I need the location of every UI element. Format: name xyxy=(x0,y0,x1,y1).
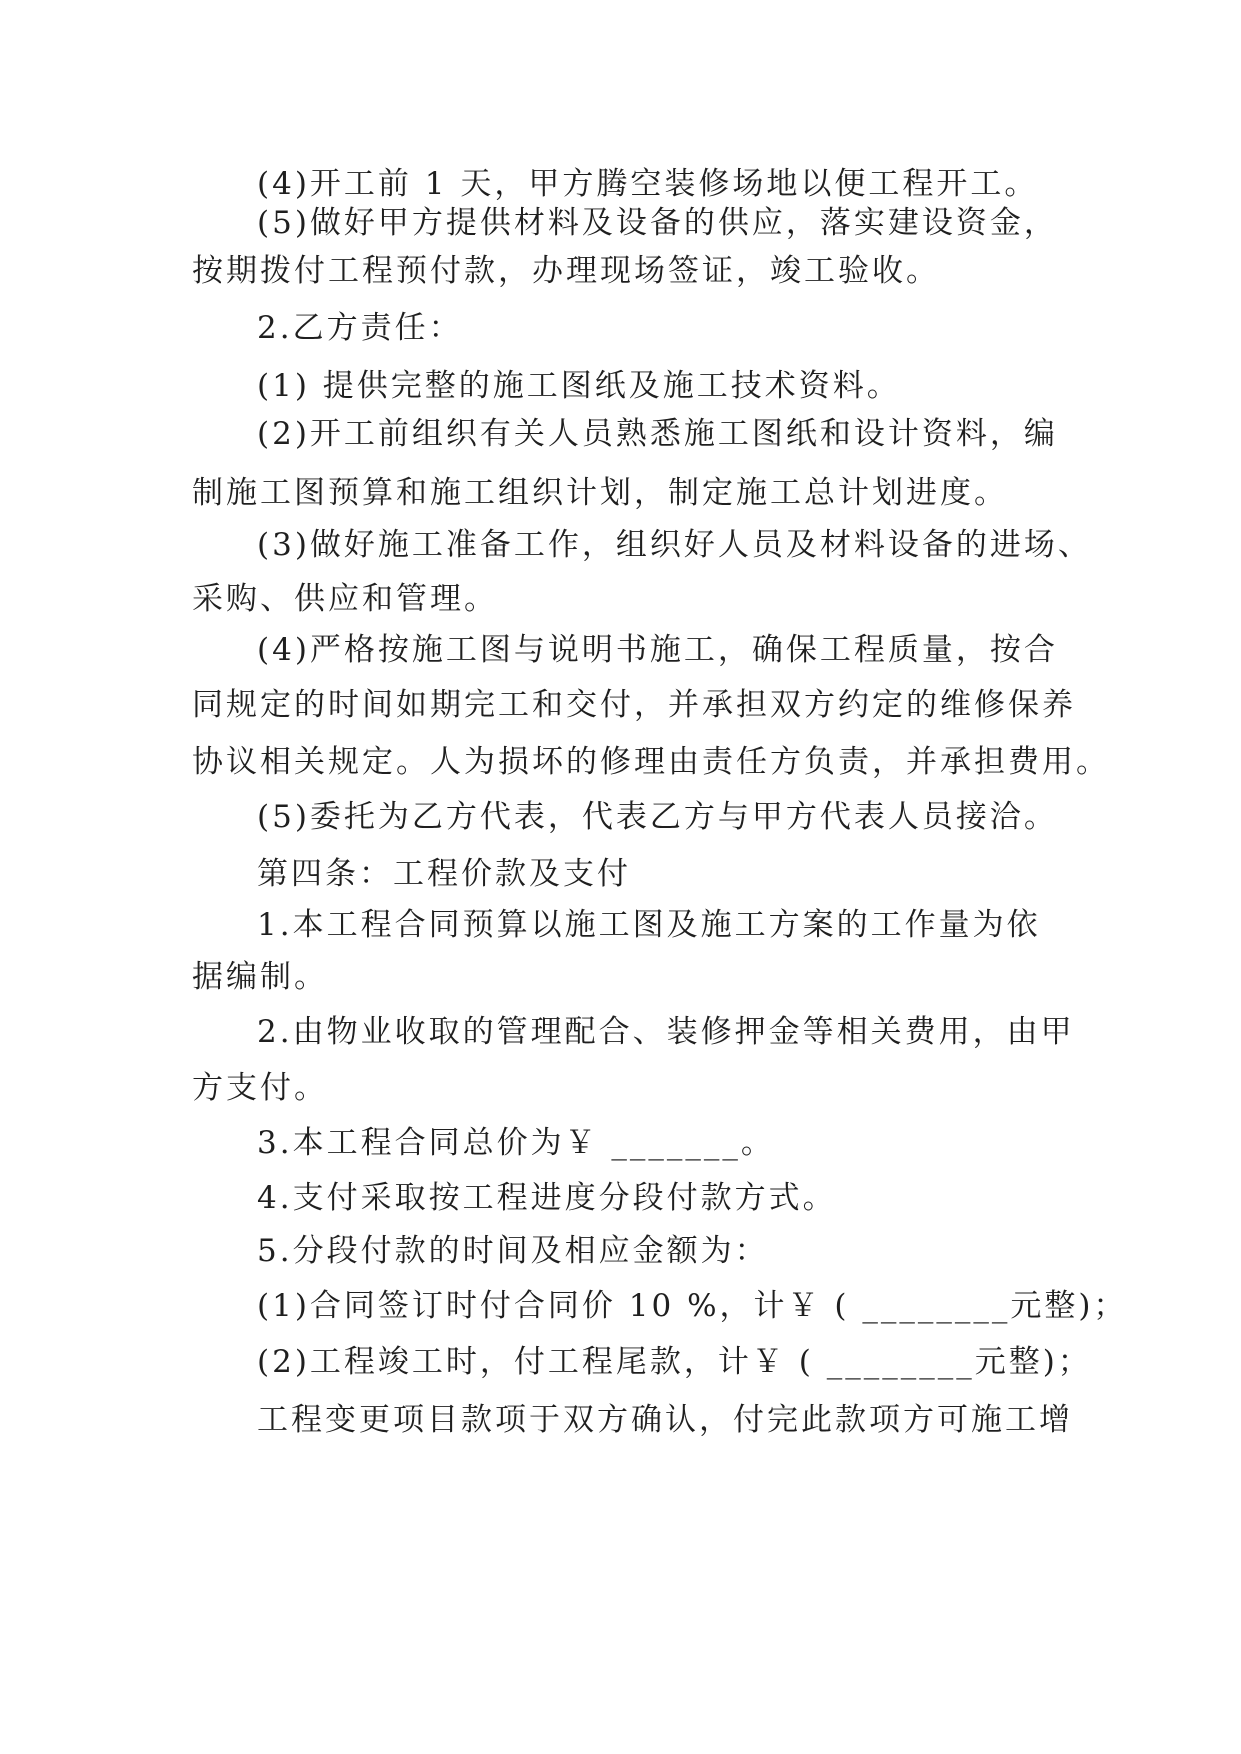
text-line: 2.乙方责任： xyxy=(257,310,463,346)
text-line: 第四条：工程价款及支付 xyxy=(257,856,631,892)
text-line: 制施工图预算和施工组织计划，制定施工总计划进度。 xyxy=(192,475,1008,511)
text-line: (1)合同签订时付合同价 10 %，计￥ ( ________元整)； xyxy=(257,1288,1128,1324)
text-line: (2)开工前组织有关人员熟悉施工图纸和设计资料，编 xyxy=(257,416,1058,452)
text-line: (4)严格按施工图与说明书施工，确保工程质量，按合 xyxy=(257,632,1058,668)
text-line: 2.由物业收取的管理配合、装修押金等相关费用，由甲 xyxy=(257,1014,1075,1050)
text-line: 4.支付采取按工程进度分段付款方式。 xyxy=(257,1180,837,1216)
text-line: 5.分段付款的时间及相应金额为： xyxy=(257,1233,769,1269)
text-line: (5)做好甲方提供材料及设备的供应，落实建设资金， xyxy=(257,205,1058,241)
text-line: 按期拨付工程预付款，办理现场签证，竣工验收。 xyxy=(192,253,940,289)
text-line: 协议相关规定。人为损坏的修理由责任方负责，并承担费用。 xyxy=(192,744,1110,780)
text-line: (3)做好施工准备工作，组织好人员及材料设备的进场、 xyxy=(257,527,1092,563)
text-line: (2)工程竣工时，付工程尾款，计￥ ( ________元整)； xyxy=(257,1344,1092,1380)
text-line: 方支付。 xyxy=(192,1070,328,1106)
text-line: (5)委托为乙方代表，代表乙方与甲方代表人员接洽。 xyxy=(257,799,1058,835)
text-line: (4)开工前 1 天，甲方腾空装修场地以便工程开工。 xyxy=(257,166,1039,202)
text-line: 工程变更项目款项于双方确认，付完此款项方可施工增 xyxy=(257,1402,1073,1438)
text-line: 3.本工程合同总价为￥ _______。 xyxy=(257,1125,775,1161)
text-line: (1) 提供完整的施工图纸及施工技术资料。 xyxy=(257,368,901,404)
text-line: 同规定的时间如期完工和交付，并承担双方约定的维修保养 xyxy=(192,687,1076,723)
text-line: 据编制。 xyxy=(192,959,328,995)
text-line: 采购、供应和管理。 xyxy=(192,581,498,617)
text-line: 1.本工程合同预算以施工图及施工方案的工作量为依 xyxy=(257,907,1041,943)
